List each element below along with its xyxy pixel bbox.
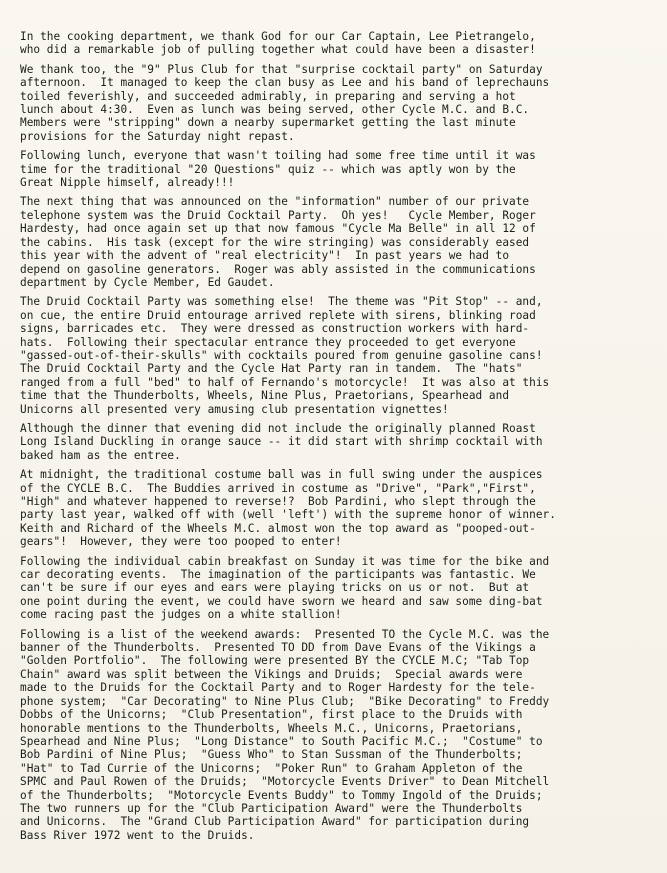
paragraph-costume-ball: At midnight, the traditional costume ball was in full swing under the auspices of the CYCLE B.C. The Buddies arrived in costume as "Drive", "Park","First", "High" and whatever happened to reverse!? Bob Pardini, who slept through the party last year, walked off with (well 'left') with the supreme honor of winner. Keith and Richard of the Wheels M.C. almost won the top award as "pooped-out- gears"! However, they were too pooped to enter! [20, 468, 556, 549]
paragraph-nine-plus-party: We thank too, the "9" Plus Club for that "surprise cocktail party" on Saturday afternoon. It managed to keep the clan busy as Lee and his band of leprechauns toiled feverishly, and succeeded admirably, in preparing and serving a hot lunch about 4:30. Even as lunch was being served, other Cycle M.C. and B.C. Members were "stripping" down a nearby supermarket getting the last minute provisions for the Saturday night repast. [20, 62, 550, 143]
paragraph-weekend-awards: Following is a list of the weekend awards: Presented TO the Cycle M.C. was the banner of the Thunderbolts. Presented TO DD from Dave Evans of the Vikings a "Golden Portfolio". The following were presented BY the CYCLE M.C; "Tab Top Chain" award was split between the Vikings and Druids; Special awards were made to the Druids for the Cocktail Party and to Roger Hardesty for the tele- phone system; "Car Decorating" to Nine Plus Club; "Bike Decorating" to Freddy Dobbs of the Unicorns; "Club Presentation", first place to the Druids with honorable mentions to the Thunderbolts, Wheels M.C., Unicorns, Praetorians, Spearhead and Nine Plus; "Long Distance" to South Pacific M.C.; "Costume" to Bob Pardini of Nine Plus; "Guess Who" to Stan Sussman of the Thunderbolts; "Hat" to Tad Currie of the Unicorns; "Poker Run" to Graham Appleton of the SPMC and Paul Rowen of the Druids; "Motorcycle Events Driver" to Dean Mitchell of the Thunderbolts; "Motorcycle Events Buddy" to Tommy Ingold of the Druids; The two runners up for the "Club Participation Award" were the Thunderbolts and Unicorns. The "Grand Club Participation Award" for participation during Bass River 1972 went to the Druids. [20, 627, 550, 842]
paragraph-cooking: In the cooking department, we thank God for our Car Captain, Lee Pietrangelo, who did a remarkable job of pulling together what could have been a disaster! [20, 30, 536, 57]
paragraph-decorating-events: Following the individual cabin breakfast on Sunday it was time for the bike and car decorating events. The imagination of the participants was fantastic. We can't be sure if our eyes and ears were playing tricks on us or not. But at one point during the event, we could have sworn we heard and saw some ding-bat come racing past the judges on a white stallion! [20, 554, 550, 622]
paragraph-telephone-system: The next thing that was announced on the "information" number of our private telephone system was the Druid Cocktail Party. Oh yes! Cycle Member, Roger Hardesty, had once again set up that now famous "Cycle Ma Belle" in all 12 of the cabins. His task (except for the wire stringing) was considerably eased this year with the advent of "real electricity"! In past years we had to depend on gasoline generators. Roger was ably assisted in the communications department by Cycle Member, Ed Gaudet. [20, 195, 536, 289]
paragraph-dinner: Although the dinner that evening did not include the originally planned Roast Long Island Duckling in orange sauce -- it did start with shrimp cocktail with baked ham as the entree. [20, 421, 543, 462]
paragraph-twenty-questions: Following lunch, everyone that wasn't toiling had some free time until it was time for the traditional "20 Questions" quiz -- which was aptly won by the Great Nipple himself, already!!! [20, 149, 536, 190]
paragraph-druid-cocktail-party: The Druid Cocktail Party was something else! The theme was "Pit Stop" -- and, on cue, the entire Druid entourage arrived replete with sirens, blinking road signs, barricades etc. They were dressed as construction workers with hard- hats. Following their spectacular entrance they proceeded to get everyone "gassed-out-of-their-skulls" with cocktails poured from genuine gasoline cans! The Druid Cocktail Party and the Cycle Hat Party ran in tandem. The "hats" ranged from a full "bed" to half of Fernando's motorcycle! It was also at this time that the Thunderbolts, Wheels, Nine Plus, Praetorians, Spearhead and Unicorns all presented very amusing club presentation vignettes! [20, 295, 550, 416]
